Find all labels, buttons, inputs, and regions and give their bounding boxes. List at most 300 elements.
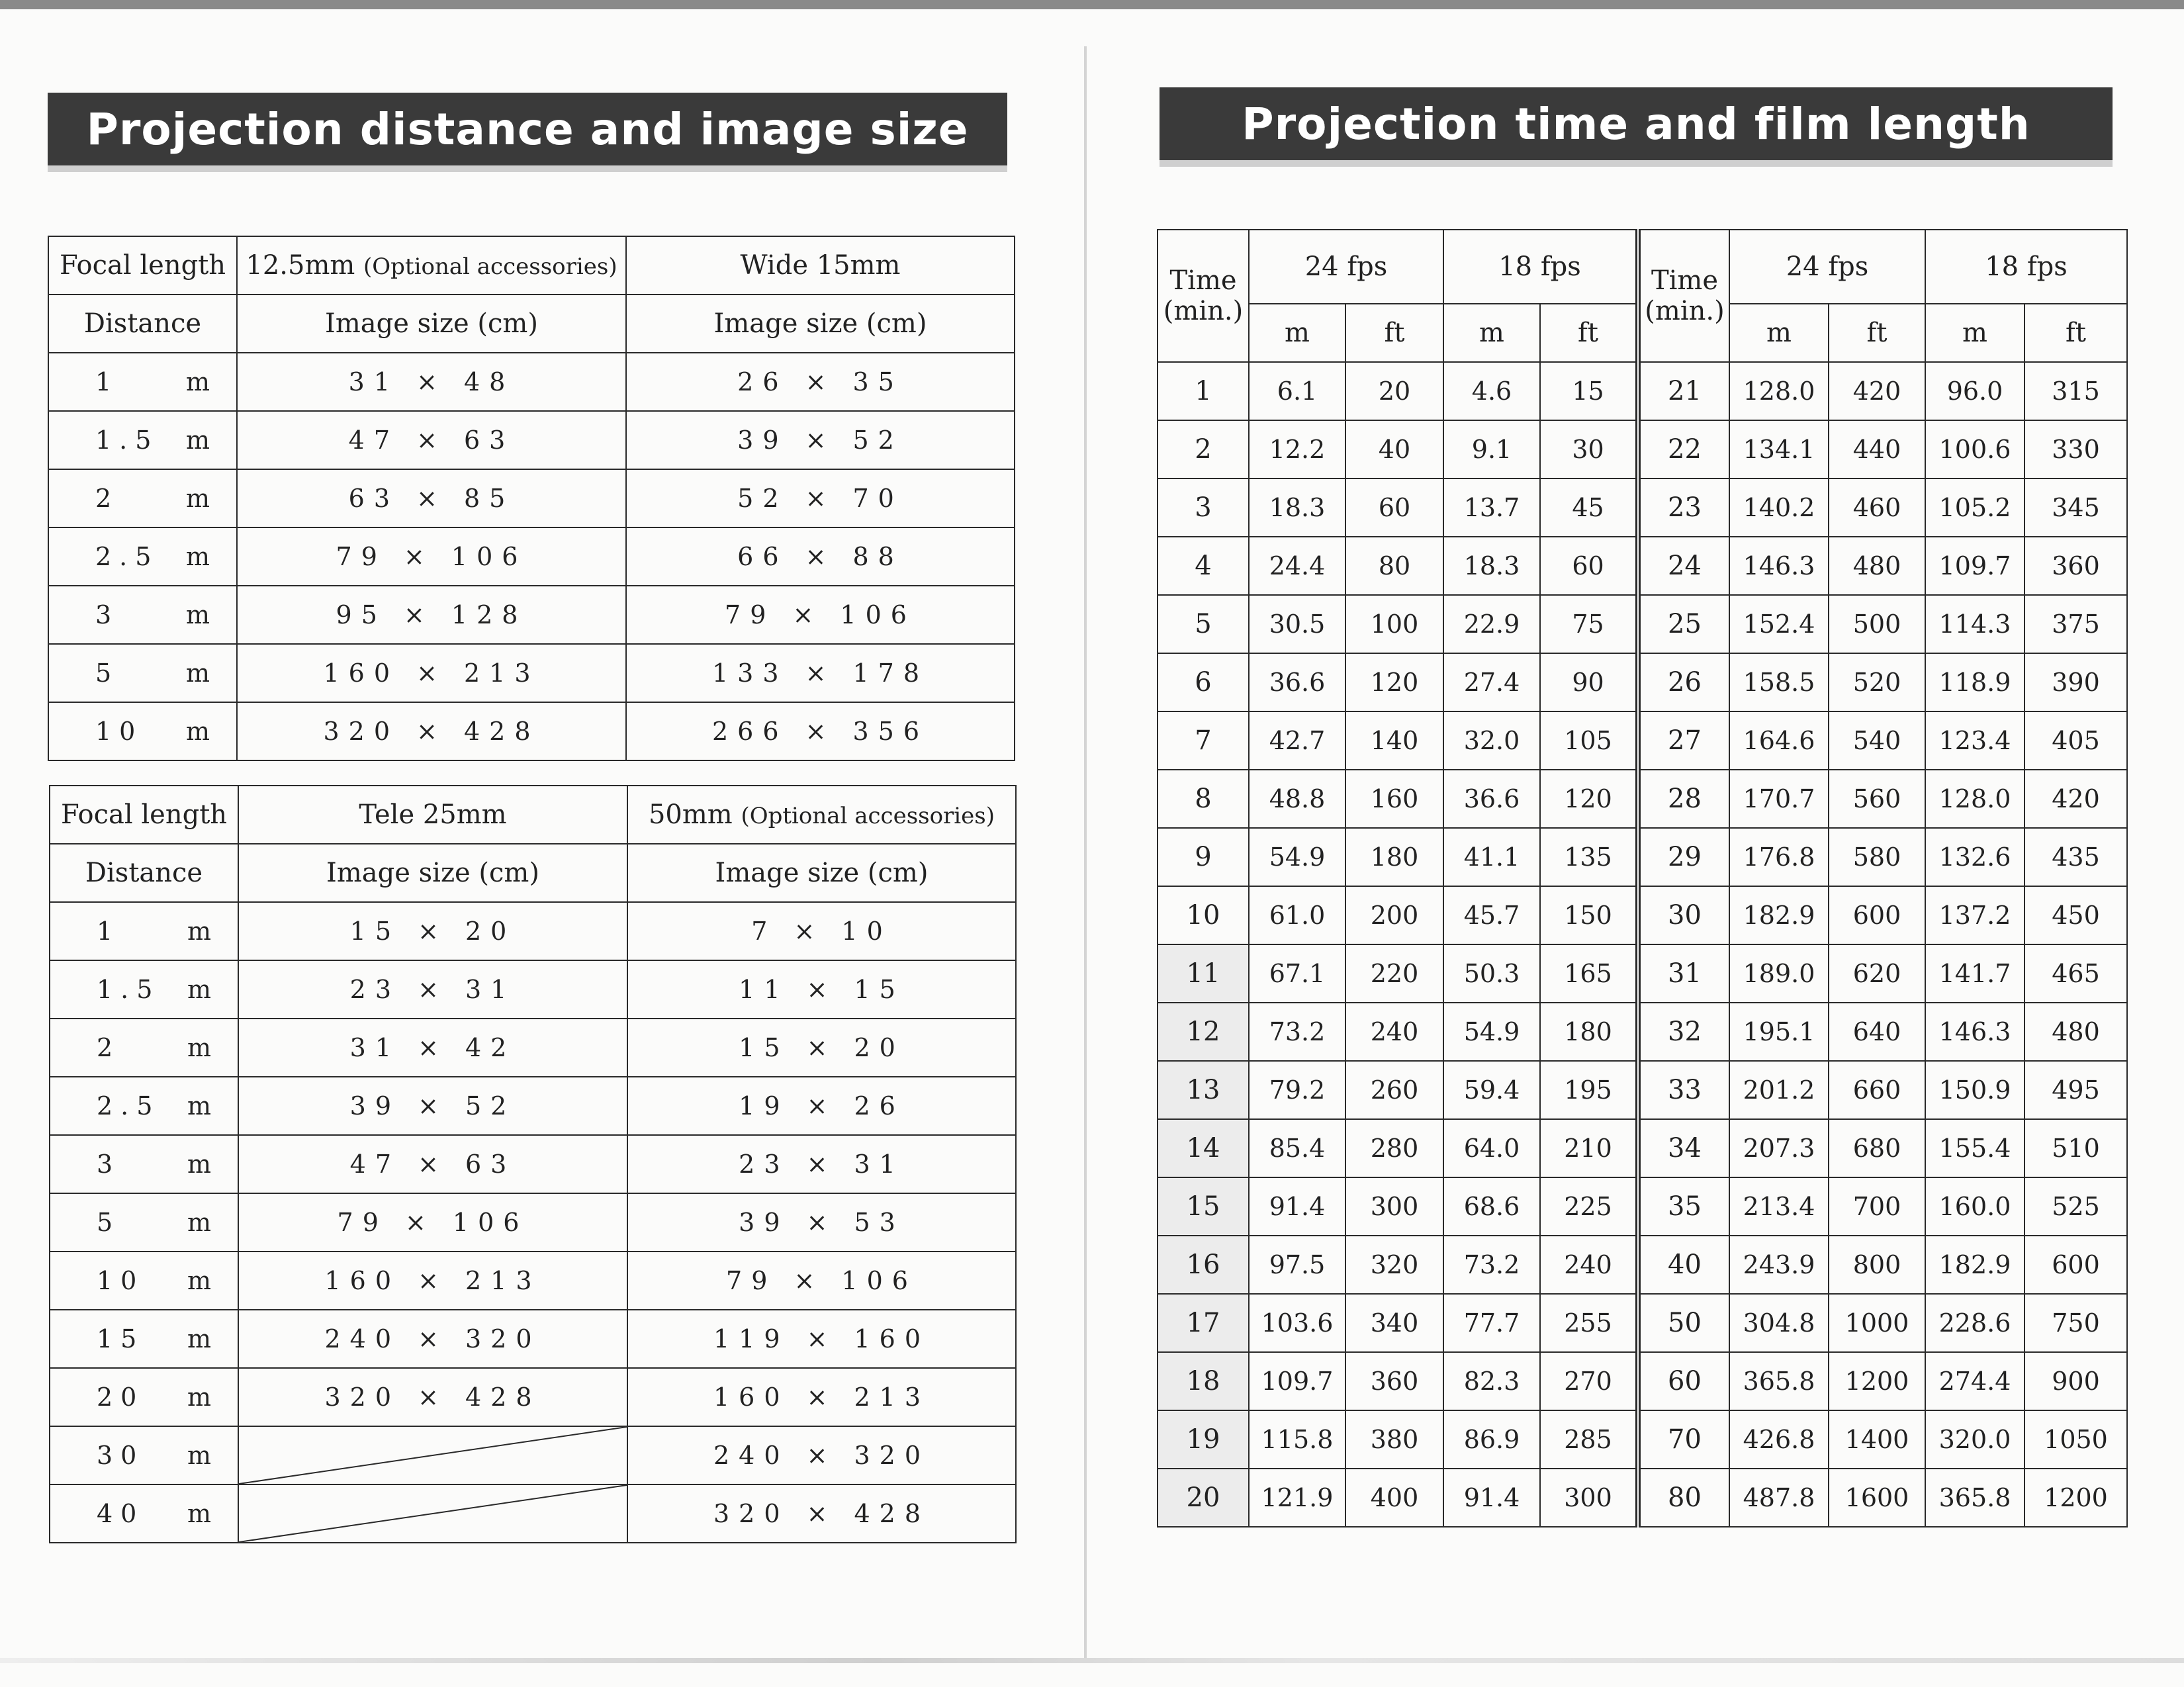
fps18-header: 18 fps (1443, 230, 1638, 304)
length-ft-18fps: 60 (1540, 537, 1638, 595)
length-m-18fps: 105.2 (1925, 479, 2025, 537)
time-minutes-cell: 16 (1158, 1236, 1249, 1294)
length-m-18fps: 160.0 (1925, 1177, 2025, 1236)
length-m-18fps: 41.1 (1443, 828, 1540, 886)
distance-cell (50, 1019, 238, 1077)
table-row (1158, 886, 2127, 944)
length-ft-18fps: 255 (1540, 1294, 1638, 1352)
table-row (48, 702, 1015, 760)
diagonal-line (239, 1427, 627, 1484)
length-m-18fps: 365.8 (1925, 1469, 2025, 1527)
length-ft-18fps: 45 (1540, 479, 1638, 537)
distance-unit: m (187, 1441, 211, 1470)
time-minutes-cell: 23 (1638, 479, 1729, 537)
length-m-18fps: 64.0 (1443, 1119, 1540, 1177)
length-m-24fps: 42.7 (1249, 711, 1345, 770)
scan-bottom-edge (0, 1658, 2184, 1663)
table-row (1158, 944, 2127, 1003)
table-row (1158, 1061, 2127, 1119)
table-row (50, 1484, 1016, 1543)
length-ft-18fps: 330 (2025, 420, 2127, 479)
time-minutes-cell: 3 (1158, 479, 1249, 537)
time-minutes-cell: 32 (1638, 1003, 1729, 1061)
length-m-24fps: 67.1 (1249, 944, 1345, 1003)
distance-cell (50, 1077, 238, 1135)
table-row (48, 469, 1015, 527)
image-size-value: 79 × 106 (627, 1252, 1016, 1310)
lens-tele-25mm-header: Tele 25mm (238, 786, 627, 844)
length-ft-24fps: 560 (1829, 770, 1925, 828)
distance-unit: m (185, 426, 210, 455)
time-minutes-cell: 12 (1158, 1003, 1249, 1061)
distance-value: 5 (95, 659, 120, 688)
length-ft-24fps: 100 (1345, 595, 1443, 653)
table-row (1158, 770, 2127, 828)
time-minutes-cell: 6 (1158, 653, 1249, 711)
length-m-24fps: 201.2 (1729, 1061, 1829, 1119)
length-ft-18fps: 150 (1540, 886, 1638, 944)
image-size-value: 7 × 10 (627, 902, 1016, 960)
distance-cell (50, 1368, 238, 1426)
distance-table-1 (48, 236, 1015, 761)
distance-cell (48, 702, 237, 760)
lens-note: (Optional accessories) (741, 803, 995, 829)
distance-cell (50, 1484, 238, 1543)
length-ft-24fps: 520 (1829, 653, 1925, 711)
length-m-18fps: 146.3 (1925, 1003, 2025, 1061)
image-size-value: 47 × 63 (238, 1135, 627, 1193)
image-size-label: Image size (cm) (627, 844, 1016, 902)
table-row (1158, 1177, 2127, 1236)
length-ft-18fps: 465 (2025, 944, 2127, 1003)
distance-unit: m (185, 484, 210, 513)
length-ft-24fps: 20 (1345, 362, 1443, 420)
length-ft-24fps: 80 (1345, 537, 1443, 595)
length-m-24fps: 140.2 (1729, 479, 1829, 537)
time-minutes-cell: 24 (1638, 537, 1729, 595)
time-minutes-cell: 34 (1638, 1119, 1729, 1177)
length-ft-18fps: 225 (1540, 1177, 1638, 1236)
distance-unit: m (187, 1266, 211, 1295)
distance-cell (50, 1135, 238, 1193)
distance-unit: m (187, 1091, 211, 1120)
length-m-24fps: 6.1 (1249, 362, 1345, 420)
length-ft-24fps: 460 (1829, 479, 1925, 537)
length-ft-24fps: 1400 (1829, 1410, 1925, 1469)
length-m-24fps: 103.6 (1249, 1294, 1345, 1352)
length-m-24fps: 164.6 (1729, 711, 1829, 770)
length-m-24fps: 207.3 (1729, 1119, 1829, 1177)
image-size-value: 39 × 52 (238, 1077, 627, 1135)
time-minutes-cell: 60 (1638, 1352, 1729, 1410)
length-ft-24fps: 60 (1345, 479, 1443, 537)
distance-cell (48, 469, 237, 527)
length-m-18fps: 132.6 (1925, 828, 2025, 886)
length-ft-24fps: 340 (1345, 1294, 1443, 1352)
distance-unit: m (185, 367, 210, 396)
image-size-value: 11 × 15 (627, 960, 1016, 1019)
time-minutes-cell: 21 (1638, 362, 1729, 420)
table-row (1158, 1003, 2127, 1061)
length-m-24fps: 54.9 (1249, 828, 1345, 886)
time-minutes-cell: 2 (1158, 420, 1249, 479)
distance-value: 3 (97, 1150, 121, 1179)
length-ft-24fps: 440 (1829, 420, 1925, 479)
image-size-value: 320 × 428 (627, 1484, 1016, 1543)
length-m-18fps: 27.4 (1443, 653, 1540, 711)
time-minutes-cell: 1 (1158, 362, 1249, 420)
table-row (48, 295, 1015, 353)
length-m-18fps: 114.3 (1925, 595, 2025, 653)
length-m-18fps: 45.7 (1443, 886, 1540, 944)
distance-unit: m (187, 1383, 211, 1412)
length-m-24fps: 195.1 (1729, 1003, 1829, 1061)
length-m-24fps: 304.8 (1729, 1294, 1829, 1352)
feet-header: ft (1829, 304, 1925, 362)
length-ft-24fps: 200 (1345, 886, 1443, 944)
length-m-18fps: 50.3 (1443, 944, 1540, 1003)
time-minutes-cell: 50 (1638, 1294, 1729, 1352)
length-m-24fps: 176.8 (1729, 828, 1829, 886)
table-row (1158, 1119, 2127, 1177)
image-size-value: 160 × 213 (627, 1368, 1016, 1426)
length-ft-18fps: 525 (2025, 1177, 2127, 1236)
length-m-24fps: 115.8 (1249, 1410, 1345, 1469)
table-row (48, 644, 1015, 702)
length-m-24fps: 189.0 (1729, 944, 1829, 1003)
table-row (50, 1193, 1016, 1252)
table-row (50, 1368, 1016, 1426)
length-m-18fps: 96.0 (1925, 362, 2025, 420)
time-minutes-cell: 4 (1158, 537, 1249, 595)
distance-value: 2.5 (95, 542, 159, 571)
length-ft-18fps: 300 (1540, 1469, 1638, 1527)
distance-cell (50, 1310, 238, 1368)
distance-label: Distance (48, 295, 237, 353)
length-m-24fps: 134.1 (1729, 420, 1829, 479)
time-minutes-cell: 17 (1158, 1294, 1249, 1352)
distance-cell (50, 960, 238, 1019)
table-row (50, 1019, 1016, 1077)
distance-value: 10 (97, 1266, 145, 1295)
meters-header: m (1729, 304, 1829, 362)
distance-value: 1 (95, 367, 120, 396)
length-m-18fps: 91.4 (1443, 1469, 1540, 1527)
time-minutes-cell: 20 (1158, 1469, 1249, 1527)
length-m-24fps: 18.3 (1249, 479, 1345, 537)
table-row (50, 1310, 1016, 1368)
time-minutes-cell: 22 (1638, 420, 1729, 479)
table-row (1158, 1294, 2127, 1352)
time-header (1158, 230, 1249, 362)
time-minutes-cell: 25 (1638, 595, 1729, 653)
time-minutes-cell: 18 (1158, 1352, 1249, 1410)
table-row (1158, 479, 2127, 537)
image-size-value: 119 × 160 (627, 1310, 1016, 1368)
length-ft-24fps: 220 (1345, 944, 1443, 1003)
length-m-18fps: 36.6 (1443, 770, 1540, 828)
section-title-distance: Projection distance and image size (48, 93, 1007, 165)
feet-header: ft (2025, 304, 2127, 362)
length-ft-18fps: 345 (2025, 479, 2127, 537)
length-ft-24fps: 140 (1345, 711, 1443, 770)
length-ft-24fps: 420 (1829, 362, 1925, 420)
length-ft-18fps: 1050 (2025, 1410, 2127, 1469)
length-m-24fps: 85.4 (1249, 1119, 1345, 1177)
distance-value: 10 (95, 717, 144, 746)
length-m-24fps: 158.5 (1729, 653, 1829, 711)
image-size-value: 47 × 63 (237, 411, 626, 469)
distance-unit: m (185, 542, 210, 571)
length-m-24fps: 170.7 (1729, 770, 1829, 828)
distance-value: 40 (97, 1499, 145, 1528)
distance-value: 15 (97, 1324, 145, 1353)
length-ft-24fps: 640 (1829, 1003, 1925, 1061)
length-ft-18fps: 315 (2025, 362, 2127, 420)
time-minutes-cell: 33 (1638, 1061, 1729, 1119)
distance-value: 5 (97, 1208, 121, 1237)
meters-header: m (1925, 304, 2025, 362)
distance-unit: m (185, 659, 210, 688)
length-m-18fps: 150.9 (1925, 1061, 2025, 1119)
image-size-value: 133 × 178 (626, 644, 1015, 702)
lens-name: 12.5mm (246, 250, 355, 281)
length-m-18fps: 68.6 (1443, 1177, 1540, 1236)
time-minutes-cell: 8 (1158, 770, 1249, 828)
length-ft-24fps: 260 (1345, 1061, 1443, 1119)
length-ft-18fps: 165 (1540, 944, 1638, 1003)
length-m-18fps: 22.9 (1443, 595, 1540, 653)
time-minutes-cell: 19 (1158, 1410, 1249, 1469)
table-row (1158, 711, 2127, 770)
distance-unit: m (187, 917, 211, 946)
table-row (1158, 653, 2127, 711)
time-minutes-cell: 13 (1158, 1061, 1249, 1119)
time-header (1638, 230, 1729, 362)
length-m-24fps: 146.3 (1729, 537, 1829, 595)
distance-cell (48, 411, 237, 469)
image-size-value: 95 × 128 (237, 586, 626, 644)
image-size-value: 320 × 428 (238, 1368, 627, 1426)
distance-value: 2.5 (97, 1091, 161, 1120)
length-ft-24fps: 180 (1345, 828, 1443, 886)
fps24-header: 24 fps (1729, 230, 1925, 304)
length-ft-24fps: 320 (1345, 1236, 1443, 1294)
distance-unit: m (187, 1150, 211, 1179)
length-m-18fps: 86.9 (1443, 1410, 1540, 1469)
length-m-18fps: 13.7 (1443, 479, 1540, 537)
length-ft-18fps: 390 (2025, 653, 2127, 711)
length-ft-18fps: 90 (1540, 653, 1638, 711)
length-m-24fps: 109.7 (1249, 1352, 1345, 1410)
length-m-18fps: 182.9 (1925, 1236, 2025, 1294)
table-row (50, 1077, 1016, 1135)
length-m-24fps: 30.5 (1249, 595, 1345, 653)
image-size-value: 240 × 320 (627, 1426, 1016, 1484)
image-size-value: 52 × 70 (626, 469, 1015, 527)
length-ft-18fps: 900 (2025, 1352, 2127, 1410)
lens-12-5mm-header (237, 236, 626, 295)
time-minutes-cell: 9 (1158, 828, 1249, 886)
length-m-18fps: 320.0 (1925, 1410, 2025, 1469)
time-film-length-table (1157, 229, 2128, 1527)
fps18-header: 18 fps (1925, 230, 2127, 304)
time-minutes-cell: 35 (1638, 1177, 1729, 1236)
lens-name: 50mm (648, 799, 733, 830)
distance-unit: m (187, 1033, 211, 1062)
table-row (1158, 362, 2127, 420)
length-m-24fps: 36.6 (1249, 653, 1345, 711)
length-ft-18fps: 360 (2025, 537, 2127, 595)
table-row (1158, 828, 2127, 886)
table-row (50, 902, 1016, 960)
page-fold (1084, 46, 1087, 1661)
length-m-24fps: 97.5 (1249, 1236, 1345, 1294)
length-m-18fps: 73.2 (1443, 1236, 1540, 1294)
table-row (48, 527, 1015, 586)
time-minutes-cell: 11 (1158, 944, 1249, 1003)
length-m-18fps: 155.4 (1925, 1119, 2025, 1177)
table-row (50, 1135, 1016, 1193)
length-m-18fps: 77.7 (1443, 1294, 1540, 1352)
distance-cell (48, 644, 237, 702)
distance-unit: m (187, 1324, 211, 1353)
distance-value: 20 (97, 1383, 145, 1412)
length-m-24fps: 73.2 (1249, 1003, 1345, 1061)
time-minutes-cell: 5 (1158, 595, 1249, 653)
length-ft-24fps: 1600 (1829, 1469, 1925, 1527)
table-row (48, 411, 1015, 469)
distance-cell (48, 353, 237, 411)
image-size-value: 19 × 26 (627, 1077, 1016, 1135)
length-ft-18fps: 30 (1540, 420, 1638, 479)
length-ft-24fps: 380 (1345, 1410, 1443, 1469)
distance-value: 1 (97, 917, 121, 946)
length-m-24fps: 48.8 (1249, 770, 1345, 828)
length-m-24fps: 152.4 (1729, 595, 1829, 653)
length-ft-24fps: 580 (1829, 828, 1925, 886)
length-m-24fps: 12.2 (1249, 420, 1345, 479)
image-size-value: 240 × 320 (238, 1310, 627, 1368)
length-m-18fps: 18.3 (1443, 537, 1540, 595)
length-ft-24fps: 500 (1829, 595, 1925, 653)
table-row (1158, 1236, 2127, 1294)
distance-value: 1.5 (97, 975, 161, 1004)
length-m-18fps: 118.9 (1925, 653, 2025, 711)
time-minutes-cell: 70 (1638, 1410, 1729, 1469)
time-minutes-cell: 14 (1158, 1119, 1249, 1177)
distance-cell (48, 527, 237, 586)
image-size-value: 79 × 106 (626, 586, 1015, 644)
image-size-value: 79 × 106 (238, 1193, 627, 1252)
time-minutes-cell: 10 (1158, 886, 1249, 944)
time-minutes-cell: 26 (1638, 653, 1729, 711)
length-ft-18fps: 285 (1540, 1410, 1638, 1469)
table-row (1158, 537, 2127, 595)
table-row (50, 960, 1016, 1019)
length-ft-18fps: 1200 (2025, 1469, 2127, 1527)
length-m-24fps: 24.4 (1249, 537, 1345, 595)
length-ft-24fps: 300 (1345, 1177, 1443, 1236)
distance-value: 2 (97, 1033, 121, 1062)
image-size-value: 23 × 31 (238, 960, 627, 1019)
table-row (1158, 1469, 2127, 1527)
section-title-time: Projection time and film length (1160, 87, 2113, 160)
length-m-24fps: 128.0 (1729, 362, 1829, 420)
meters-header: m (1249, 304, 1345, 362)
length-ft-18fps: 405 (2025, 711, 2127, 770)
length-m-18fps: 137.2 (1925, 886, 2025, 944)
length-ft-24fps: 240 (1345, 1003, 1443, 1061)
focal-length-label: Focal length (50, 786, 238, 844)
time-unit-label: (min.) (1163, 296, 1244, 326)
length-m-18fps: 274.4 (1925, 1352, 2025, 1410)
length-ft-18fps: 375 (2025, 595, 2127, 653)
distance-value: 3 (95, 600, 120, 629)
time-label: Time (1651, 265, 1719, 296)
image-size-value: 39 × 52 (626, 411, 1015, 469)
image-size-value: 15 × 20 (627, 1019, 1016, 1077)
length-m-24fps: 365.8 (1729, 1352, 1829, 1410)
distance-unit: m (187, 1499, 211, 1528)
lens-wide-15mm-header: Wide 15mm (626, 236, 1015, 295)
length-m-18fps: 9.1 (1443, 420, 1540, 479)
length-m-18fps: 123.4 (1925, 711, 2025, 770)
length-ft-18fps: 15 (1540, 362, 1638, 420)
length-ft-24fps: 40 (1345, 420, 1443, 479)
distance-cell (48, 586, 237, 644)
length-m-18fps: 4.6 (1443, 362, 1540, 420)
image-size-value: 63 × 85 (237, 469, 626, 527)
table-row (50, 844, 1016, 902)
empty-diagonal-cell (238, 1426, 627, 1484)
length-m-18fps: 100.6 (1925, 420, 2025, 479)
length-ft-18fps: 480 (2025, 1003, 2127, 1061)
length-ft-18fps: 495 (2025, 1061, 2127, 1119)
image-size-value: 26 × 35 (626, 353, 1015, 411)
length-ft-24fps: 480 (1829, 537, 1925, 595)
distance-value: 30 (97, 1441, 145, 1470)
length-ft-18fps: 210 (1540, 1119, 1638, 1177)
image-size-value: 160 × 213 (237, 644, 626, 702)
image-size-value: 266 × 356 (626, 702, 1015, 760)
time-minutes-cell: 27 (1638, 711, 1729, 770)
distance-unit: m (187, 975, 211, 1004)
length-ft-24fps: 800 (1829, 1236, 1925, 1294)
table-row (1158, 595, 2127, 653)
length-m-18fps: 141.7 (1925, 944, 2025, 1003)
length-ft-24fps: 360 (1345, 1352, 1443, 1410)
time-minutes-cell: 15 (1158, 1177, 1249, 1236)
diagonal-line (239, 1485, 627, 1542)
length-ft-18fps: 600 (2025, 1236, 2127, 1294)
time-minutes-cell: 7 (1158, 711, 1249, 770)
length-ft-18fps: 240 (1540, 1236, 1638, 1294)
length-ft-18fps: 750 (2025, 1294, 2127, 1352)
length-ft-18fps: 450 (2025, 886, 2127, 944)
length-m-18fps: 59.4 (1443, 1061, 1540, 1119)
focal-length-label: Focal length (48, 236, 237, 295)
length-m-24fps: 79.2 (1249, 1061, 1345, 1119)
length-ft-18fps: 105 (1540, 711, 1638, 770)
table-row (50, 786, 1016, 844)
length-m-24fps: 426.8 (1729, 1410, 1829, 1469)
image-size-value: 15 × 20 (238, 902, 627, 960)
table-row (50, 1426, 1016, 1484)
time-unit-label: (min.) (1645, 296, 1725, 326)
length-m-24fps: 487.8 (1729, 1469, 1829, 1527)
distance-value: 1.5 (95, 426, 159, 455)
